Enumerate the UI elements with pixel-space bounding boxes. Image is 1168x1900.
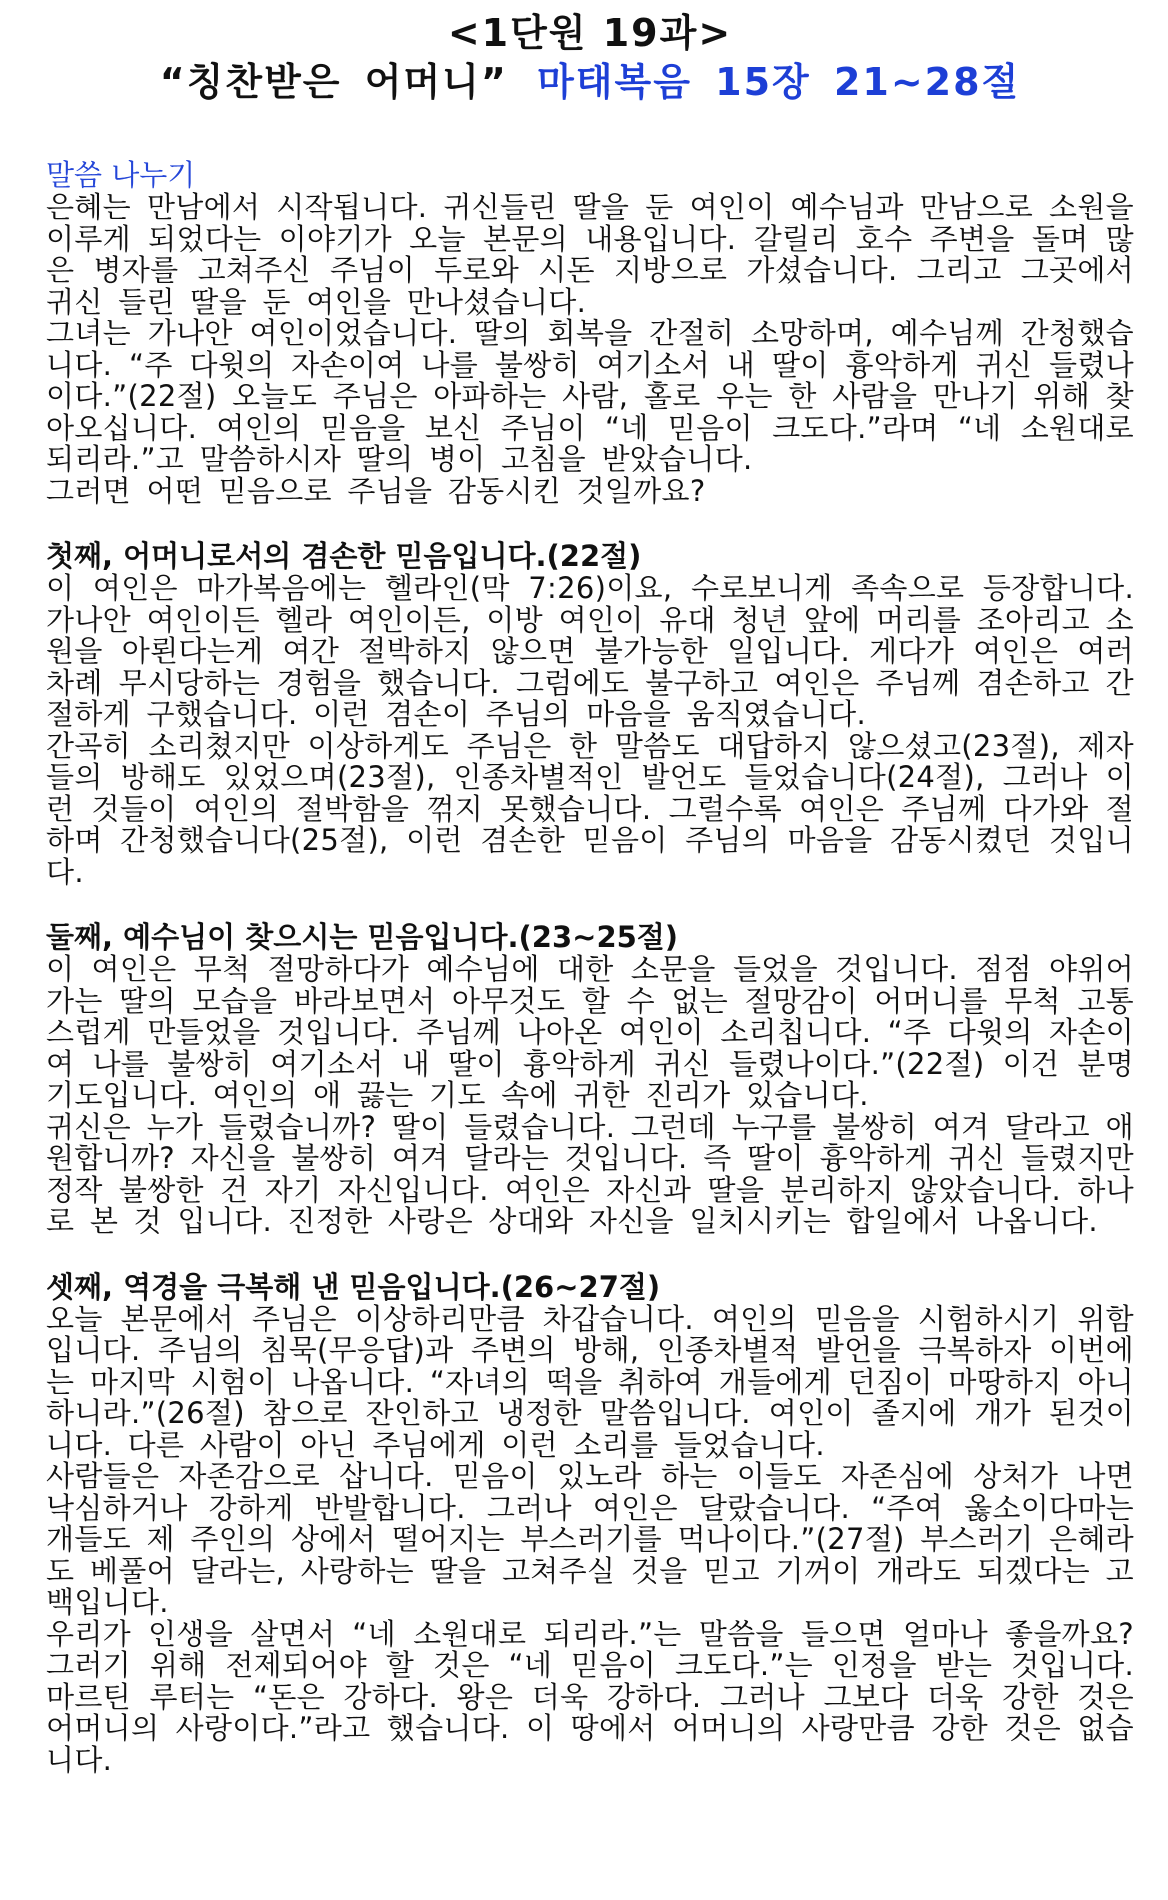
body-paragraph: 사람들은 자존감으로 삽니다. 믿음이 있노라 하는 이들도 자존심에 상처가 나면 낙심하거나 강하게 반발합니다. 그러나 여인은 달랐습니다. “주여 옳소이다마는 개들도 제 주인의 상에서 떨어지는 부스러기를 먹나이다.”(27절) 부스러기 은혜라도 베풀어 달라는, 사랑하는 딸을 고쳐주실 것을 믿고 기꺼이 개라도 되겠다는 고백입니다. (46, 1459, 1134, 1619)
intro-paragraph: 그러면 어떤 믿음으로 주님을 감동시킨 것일까요? (46, 473, 706, 508)
section-heading-second: 둘째, 예수님이 찾으시는 믿음입니다.(23~25절) (46, 920, 679, 954)
scripture-reference: 마태복음 15장 21~28절 (537, 60, 1021, 104)
section-heading-third: 셋째, 역경을 극복해 낸 믿음입니다.(26~27절) (46, 1269, 661, 1304)
body-paragraph: 우리가 인생을 살면서 “네 소원대로 되리라.”는 말씀을 들으면 얼마나 좋을까요? 그러기 위해 전제되어야 할 것은 “네 믿음이 크도다.”는 인정을 받는 것입니다. 마르틴 루터는 “돈은 강하다. 왕은 더욱 강하다. 그러나 그보다 더욱 강한 것은 어머니의 사랑이다.”라고 했습니다. 이 땅에서 어머니의 사랑만큼 강한 것은 없습니다. (46, 1616, 1134, 1777)
body-paragraph: 간곡히 소리쳤지만 이상하게도 주님은 한 말씀도 대답하지 않으셨고(23절), 제자들의 방해도 있었으며(23절), 인종차별적인 발언도 들었습니다(24절), 그러나 이런 것들이 여인의 절박함을 꺾지 못했습니다. 그럴수록 여인은 주님께 다가와 절하며 간청했습니다(25절), 이런 겸손한 믿음이 주님의 마음을 감동시켰던 것입니다. (46, 728, 1134, 889)
section-label: 말씀 나누기 (46, 158, 196, 192)
lesson-title (46, 56, 1134, 108)
intro-paragraph: 그녀는 가나안 여인이었습니다. 딸의 회복을 간절히 소망하며, 예수님께 간청했습니다. “주 다윗의 자손이여 나를 불쌍히 여기소서 내 딸이 흉악하게 귀신 들렸나이다.”(22절) 오늘도 주님은 아파하는 사람, 홀로 우는 한 사람을 만나기 위해 찾아오십니다. 여인의 믿음을 보신 주님이 “네 믿음이 크도다.”라며 “네 소원대로 되리라.”고 말씀하시자 딸의 병이 고침을 받았습니다. (46, 316, 1134, 476)
section-heading-first: 첫째, 어머니로서의 겸손한 믿음입니다.(22절) (46, 539, 642, 573)
intro-paragraph: 은혜는 만남에서 시작됩니다. 귀신들린 딸을 둔 여인이 예수님과 만남으로 소원을 이루게 되었다는 이야기가 오늘 본문의 내용입니다. 갈릴리 호수 주변을 돌며 많은 병자를 고쳐주신 주님이 두로와 시돈 지방으로 가셨습니다. 그리고 그곳에서 귀신 들린 딸을 둔 여인을 만나셨습니다. (46, 190, 1134, 319)
lesson-title-main: “칭찬받은 어머니” (159, 60, 508, 104)
lesson-number-title: <1단원 19과> (447, 11, 733, 55)
title-block (46, 10, 1134, 108)
body-paragraph: 오늘 본문에서 주님은 이상하리만큼 차갑습니다. 여인의 믿음을 시험하시기 위함입니다. 주님의 침묵(무응답)과 주변의 방해, 인종차별적 발언을 극복하자 이번에는 마지막 시험이 나옵니다. “자녀의 떡을 취하여 개들에게 던짐이 마땅하지 아니하니라.”(26절) 참으로 잔인하고 냉정한 말씀입니다. 여인이 졸지에 개가 된것이니다. 다른 사람이 아닌 주님에게 이런 소리를 들었습니다. (46, 1301, 1134, 1462)
body-paragraph: 이 여인은 무척 절망하다가 예수님에 대한 소문을 들었을 것입니다. 점점 야위어가는 딸의 모습을 바라보면서 아무것도 할 수 없는 절망감이 어머니를 무척 고통스럽게 만들었을 것입니다. 주님께 나아온 여인이 소리칩니다. “주 다윗의 자손이여 나를 불쌍히 여기소서 내 딸이 흉악하게 귀신 들렸나이다.”(22절) 이건 분명 기도입니다. 여인의 애 끓는 기도 속에 귀한 진리가 있습니다. (46, 952, 1134, 1112)
body-paragraph: 귀신은 누가 들렸습니까? 딸이 들렸습니다. 그런데 누구를 불쌍히 여겨 달라고 애원합니까? 자신을 불쌍히 여겨 달라는 것입니다. 즉 딸이 흉악하게 귀신 들렸지만 정작 불쌍한 건 자기 자신입니다. 여인은 자신과 딸을 분리하지 않았습니다. 하나로 본 것 입니다. 진정한 사랑은 상대와 자신을 일치시키는 합일에서 나옵니다. (46, 1109, 1134, 1238)
body-paragraph: 이 여인은 마가복음에는 헬라인(막 7:26)이요, 수로보니게 족속으로 등장합니다. 가나안 여인이든 헬라 여인이든, 이방 여인이 유대 청년 앞에 머리를 조아리고 소원을 아뢴다는게 여간 절박하지 않으면 불가능한 일입니다. 게다가 여인은 여러 차례 무시당하는 경험을 했습니다. 그럼에도 불구하고 여인은 주님께 겸손하고 간절하게 구했습니다. 이런 겸손이 주님의 마음을 움직였습니다. (46, 571, 1134, 731)
